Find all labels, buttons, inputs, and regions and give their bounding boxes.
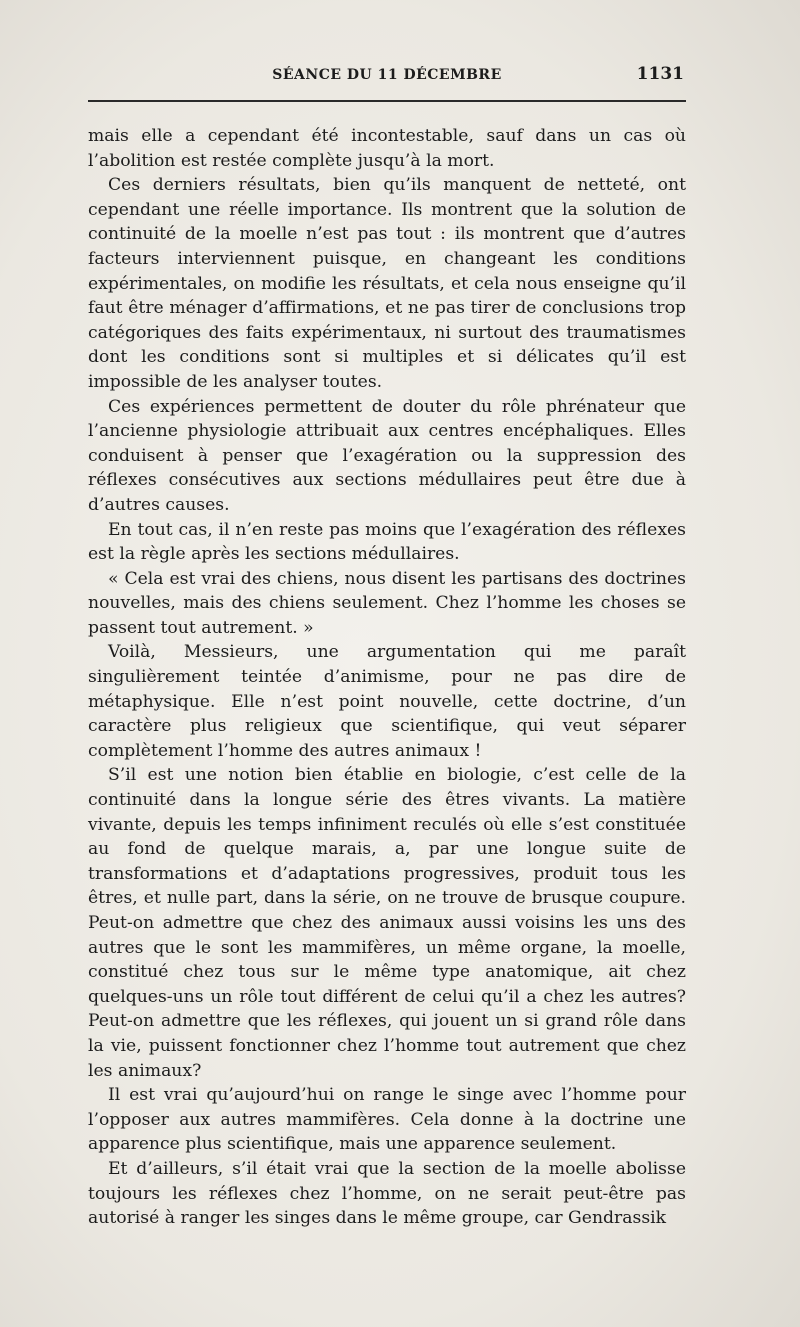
paragraph: S’il est une notion bien établie en biologie, c’est celle de la continuité dans la longue série des êtres vivants. La matière vivante, depuis les temps infiniment reculés où elle s’est constituée au fond de quelque marais, a, par une longue suite de transformations et d’adaptations progressives, produit tous les êtres, et nulle part, dans la série, on ne trouve de brusque coupure. Peut-on admettre que chez des animaux aussi voisins les uns des autres que le sont les mammifères, un même organe, la moelle, constitué chez tous sur le même type anatomique, ait chez quelques-uns un rôle tout différent de celui qu’il a chez les autres? Peut-on admettre que les réflexes, qui jouent un si grand rôle dans la vie, puissent fonctionner chez l’homme tout autrement que chez les animaux? bbox=[88, 765, 686, 1081]
page-header bbox=[88, 64, 686, 88]
paragraph: Ces derniers résultats, bien qu’ils manquent de netteté, ont cependant une réelle importance. Ils montrent que la solution de continuité de la moelle n’est pas tout : ils montrent que d’autres facteurs interviennent puisque, en changeant les conditions expérimentales, on modifie les résultats, et cela nous enseigne qu’il faut être ménager d’affirmations, et ne pas tirer de conclusions trop catégoriques des faits expérimentaux, ni surtout des traumatismes dont les conditions sont si multiples et si délicates qu’il est impossible de les analyser toutes. bbox=[88, 175, 686, 392]
header-rule bbox=[88, 100, 686, 102]
paragraph: « Cela est vrai des chiens, nous disent les partisans des doctrines nouvelles, mais des chiens seulement. Chez l’homme les choses se passent tout autrement. » bbox=[88, 568, 686, 638]
page-number: 1131 bbox=[636, 64, 684, 84]
running-title: SÉANCE DU 11 DÉCEMBRE bbox=[272, 67, 502, 83]
paragraph: Ces expériences permettent de douter du rôle phrénateur que l’ancienne physiologie attribuait aux centres encéphaliques. Elles conduisent à penser que l’exagération ou la suppression des réflexes consécutives aux sections médullaires peut être due à d’autres causes. bbox=[88, 396, 686, 515]
paragraph: Voilà, Messieurs, une argumentation qui me paraît singulièrement teintée d’animisme, pour ne pas dire de métaphysique. Elle n’est point nouvelle, cette doctrine, d’un caractère plus religieux que scientifique, qui veut séparer complètement l’homme des autres animaux ! bbox=[88, 642, 686, 761]
body-text bbox=[88, 124, 686, 1231]
paragraph: mais elle a cependant été incontestable, sauf dans un cas où l’abolition est restée complète jusqu’à la mort. bbox=[88, 126, 686, 171]
paragraph: Il est vrai qu’aujourd’hui on range le singe avec l’homme pour l’opposer aux autres mammifères. Cela donne à la doctrine une apparence plus scientifique, mais une apparence seulement. bbox=[88, 1085, 686, 1155]
paragraph: En tout cas, il n’en reste pas moins que l’exagération des réflexes est la règle après les sections médullaires. bbox=[88, 519, 686, 565]
paragraph: Et d’ailleurs, s’il était vrai que la section de la moelle abolisse toujours les réflexes chez l’homme, on ne serait peut-être pas autorisé à ranger les singes dans le même groupe, car Gendrassik bbox=[88, 1158, 686, 1229]
